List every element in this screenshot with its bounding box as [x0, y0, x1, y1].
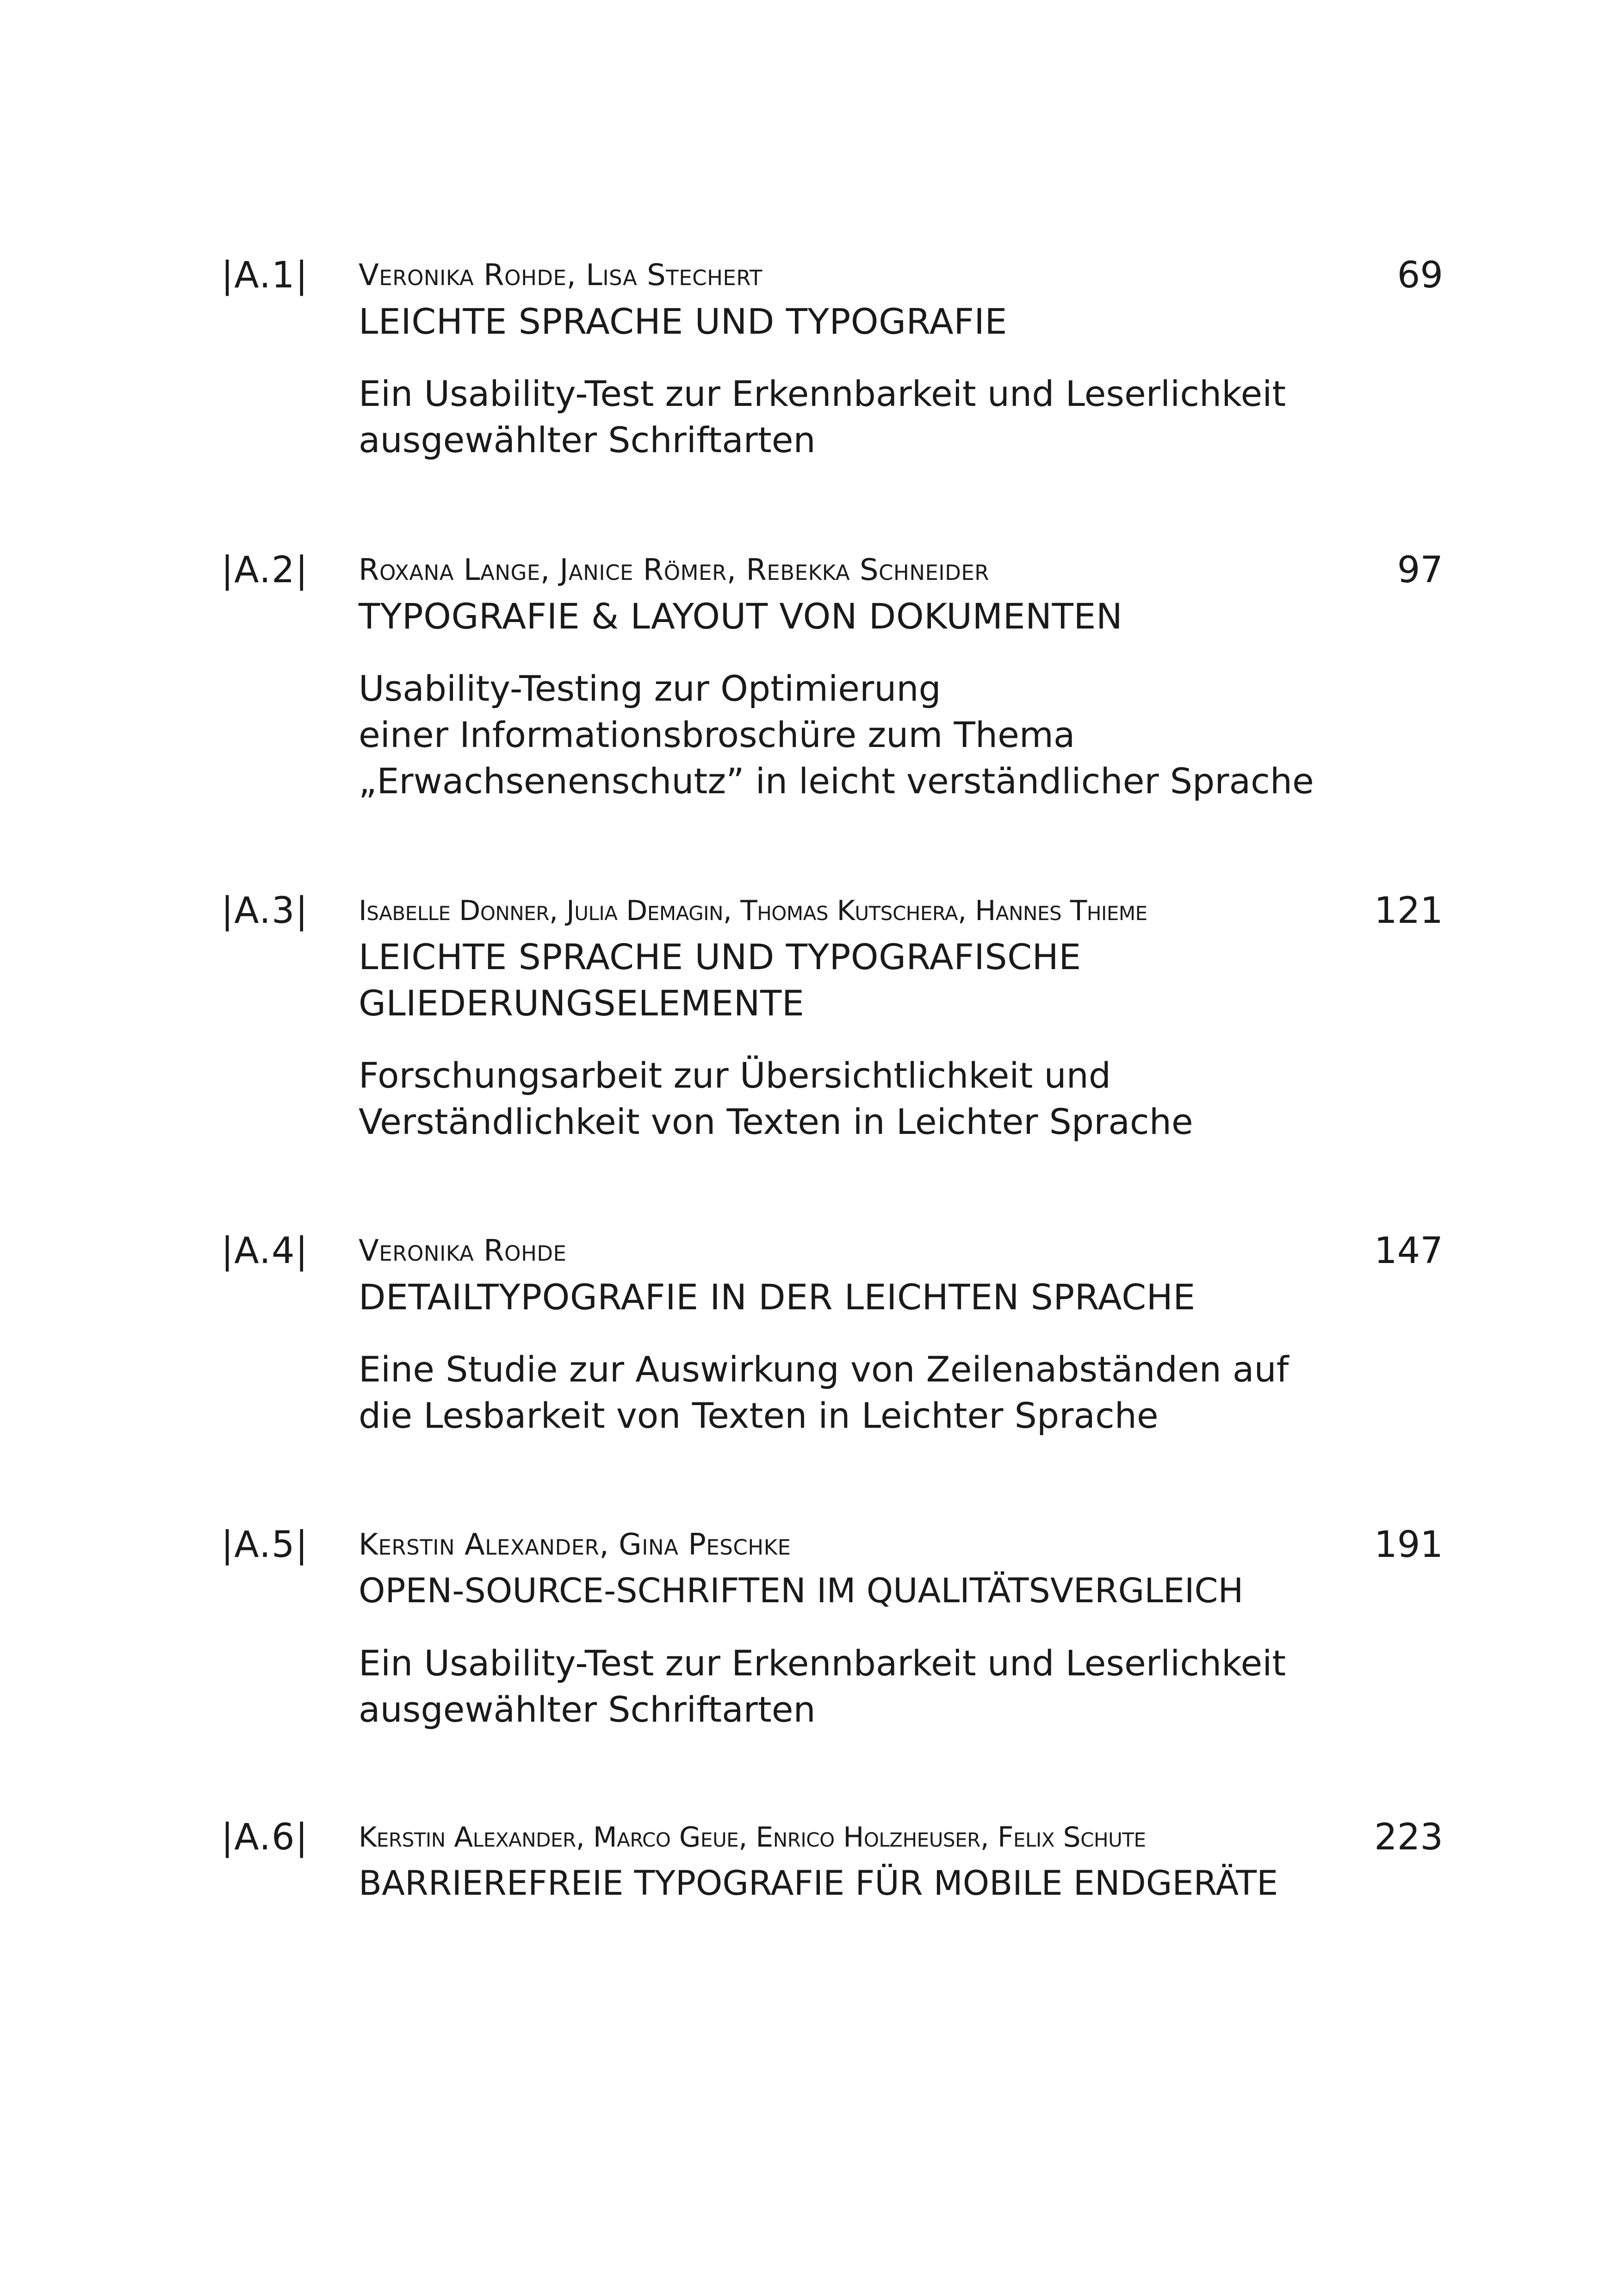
- entry-title: BARRIEREFREIE TYPOGRAFIE FÜR MOBILE ENDGERÄTE: [359, 1864, 1278, 1903]
- entry-subtitle: Ein Usability-Test zur Erkennbarkeit und Leserlichkeit ausgewählter Schriftarten: [359, 373, 1286, 460]
- entry-authors: Isabelle Donner, Julia Demagin, Thomas Kutschera, Hannes Thieme: [359, 895, 1147, 927]
- entry-subtitle: Usability-Testing zur Optimierung einer Informationsbroschüre zum Thema „Erwachsenenschutz” in leicht verständlicher Sprache: [359, 668, 1314, 802]
- entry-body: [359, 1522, 1367, 1733]
- entry-body: [359, 547, 1367, 804]
- entry-body: [359, 888, 1367, 1145]
- entry-authors: Kerstin Alexander, Marco Geue, Enrico Holzheuser, Felix Schute: [359, 1821, 1146, 1854]
- entry-number: |A.5|: [221, 1524, 309, 1566]
- entry-authors: Roxana Lange, Janice Römer, Rebekka Schneider: [359, 553, 990, 587]
- entry-page-number: 121: [1374, 890, 1443, 932]
- entry-number: |A.4|: [221, 1230, 309, 1272]
- entry-number: |A.1|: [221, 255, 309, 296]
- entry-page-number: 97: [1397, 549, 1443, 591]
- entry-number: |A.6|: [221, 1817, 309, 1858]
- entry-subtitle: Eine Studie zur Auswirkung von Zeilenabständen auf die Lesbarkeit von Texten in Leichter Sprache: [359, 1349, 1289, 1436]
- entry-body: [359, 1814, 1367, 1907]
- entry-authors: Veronika Rohde: [359, 1234, 567, 1268]
- entry-body: [359, 252, 1367, 463]
- entry-title: OPEN-SOURCE-SCHRIFTEN IM QUALITÄTSVERGLEICH: [359, 1571, 1244, 1611]
- entry-subtitle: Ein Usability-Test zur Erkennbarkeit und Leserlichkeit ausgewählter Schriftarten: [359, 1643, 1286, 1730]
- entry-subtitle: Forschungsarbeit zur Übersichtlichkeit und Verständlichkeit von Texten in Leichter Sprache: [359, 1055, 1193, 1142]
- entry-number: |A.3|: [221, 890, 309, 932]
- entry-page-number: 147: [1374, 1230, 1443, 1272]
- entry-page-number: 191: [1374, 1524, 1443, 1566]
- entry-title: TYPOGRAFIE & LAYOUT VON DOKUMENTEN: [359, 596, 1123, 637]
- entry-authors: Kerstin Alexander, Gina Peschke: [359, 1528, 791, 1562]
- entry-page-number: 223: [1374, 1817, 1443, 1858]
- entry-title: LEICHTE SPRACHE UND TYPOGRAFIE: [359, 301, 1007, 342]
- entry-number: |A.2|: [221, 549, 309, 591]
- entry-body: [359, 1228, 1367, 1439]
- entry-title: LEICHTE SPRACHE UND TYPOGRAFISCHE GLIEDERUNGSELEMENTE: [359, 936, 1081, 1024]
- entry-page-number: 69: [1397, 255, 1443, 296]
- entry-title: DETAILTYPOGRAFIE IN DER LEICHTEN SPRACHE: [359, 1276, 1196, 1318]
- entry-authors: Veronika Rohde, Lisa Stechert: [359, 258, 763, 292]
